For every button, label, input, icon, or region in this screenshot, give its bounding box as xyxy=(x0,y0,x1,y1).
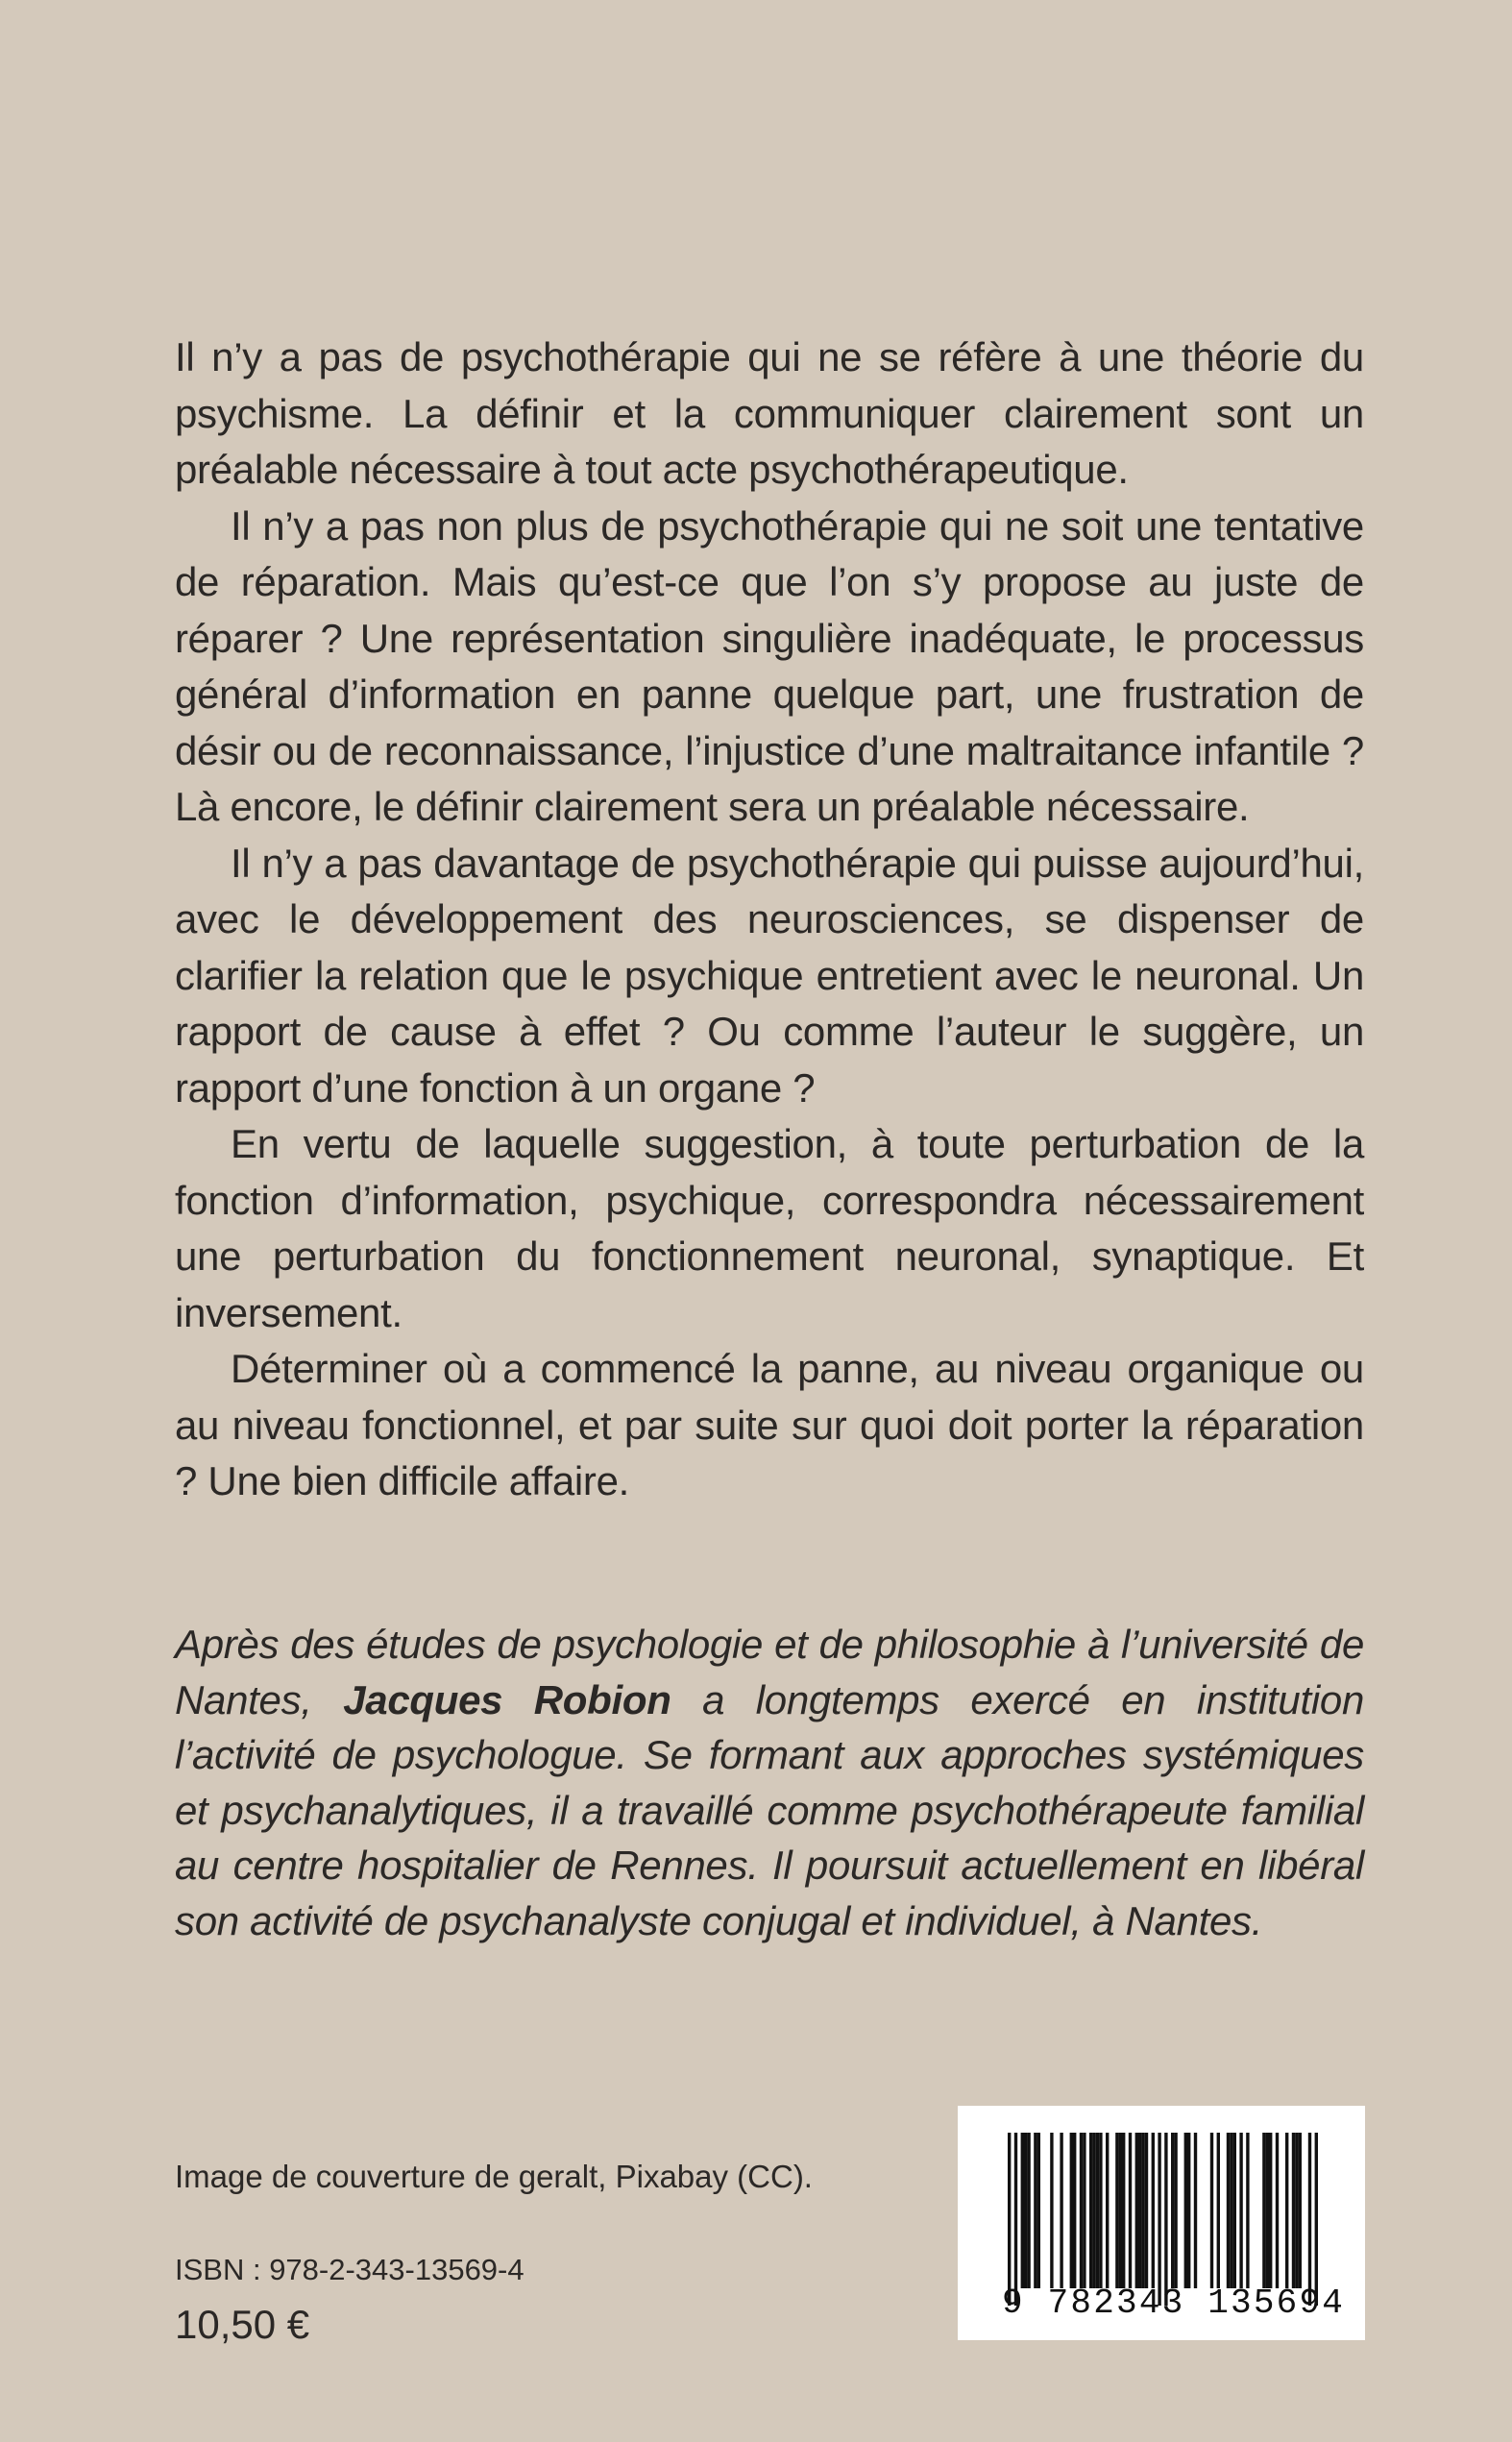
back-cover-blurb xyxy=(175,330,1364,1510)
barcode-bar xyxy=(1266,2133,1269,2288)
barcode-bar xyxy=(1096,2133,1099,2288)
barcode-bar xyxy=(1135,2133,1138,2288)
barcode-bar xyxy=(1210,2133,1213,2288)
barcode-bar xyxy=(1315,2133,1318,2306)
barcode-bar xyxy=(1138,2133,1141,2288)
barcode-bar xyxy=(1083,2133,1085,2288)
barcode-digits: 9 782343 135694 xyxy=(1002,2283,1346,2323)
barcode-bar xyxy=(1158,2133,1160,2306)
barcode-bar xyxy=(1171,2133,1174,2288)
isbn-number: ISBN : 978-2-343-13569-4 xyxy=(175,2253,524,2286)
barcode-bar xyxy=(1021,2133,1024,2288)
barcode-bar xyxy=(1262,2133,1265,2288)
barcode-bar xyxy=(1227,2133,1230,2288)
barcode-bar xyxy=(1037,2133,1040,2288)
cover-image-credit: Image de couverture de geralt, Pixabay (CC). xyxy=(175,2159,813,2194)
bio-text-before: Après des études de psychologie et de philosophie à l’université de Nantes, xyxy=(175,1622,1364,1722)
author-bio-paragraph xyxy=(175,1617,1364,1948)
barcode-bar xyxy=(1295,2133,1298,2288)
barcode-bar xyxy=(1070,2133,1073,2288)
barcode-bar xyxy=(1194,2133,1197,2288)
barcode-bar xyxy=(1099,2133,1102,2288)
barcode-bar xyxy=(1060,2133,1062,2288)
blurb-paragraph-3: Il n’y a pas davantage de psychothérapie qui puisse aujourd’hui, avec le développement des neurosciences, se dispenser de clarifier la relation que le psychique entretient avec le neuronal. Un rapport de cause à effet ? Ou comme l’auteur le suggère, un rapport d’une fonction à un organe ? xyxy=(175,840,1364,1111)
bio-text-after: a longtemps exercé en institution l’activité de psychologue. Se formant aux approches systémiques et psychanalytiques, il a travaillé comme psychothérapeute familial au centre hospitalier de Rennes. Il poursuit actuellement en libéral son activité de psychanalyste conjugal et individuel, à Nantes. xyxy=(175,1676,1365,1943)
barcode-bar xyxy=(1145,2133,1148,2288)
barcode-bar xyxy=(1080,2133,1083,2288)
barcode-bar xyxy=(1217,2133,1220,2288)
barcode xyxy=(958,2106,1365,2340)
blurb-paragraph-1: Il n’y a pas de psychothérapie qui ne se réfère à une théorie du psychisme. La définir et la communiquer clairement sont un préalable nécessaire à tout acte psychothérapeutique. xyxy=(175,334,1364,492)
barcode-bar xyxy=(1230,2133,1232,2288)
barcode-bar xyxy=(1269,2133,1272,2288)
blurb-paragraph-4: En vertu de laquelle suggestion, à toute perturbation de la fonction d’information, psychique, correspondra nécessairement une perturbation du fonctionnement neuronal, synaptique. Et inversement. xyxy=(175,1121,1364,1335)
barcode-bar xyxy=(1246,2133,1249,2288)
barcode-bar xyxy=(1073,2133,1076,2288)
barcode-bar xyxy=(1276,2133,1279,2288)
barcode-bar xyxy=(1034,2133,1036,2288)
barcode-bar xyxy=(1174,2133,1177,2288)
author-name: Jacques Robion xyxy=(343,1676,671,1722)
barcode-bar xyxy=(1308,2133,1311,2306)
barcode-bar xyxy=(1027,2133,1030,2288)
barcode-bar xyxy=(1115,2133,1118,2288)
barcode-bar xyxy=(1184,2133,1187,2288)
barcode-bar xyxy=(1122,2133,1125,2288)
barcode-bar xyxy=(1187,2133,1190,2288)
barcode-bar xyxy=(1285,2133,1288,2288)
barcode-bar xyxy=(1014,2133,1017,2306)
barcode-bar xyxy=(1152,2133,1155,2288)
barcode-bar xyxy=(1292,2133,1295,2288)
barcode-bar xyxy=(1141,2133,1144,2288)
blurb-paragraph-2: Il n’y a pas non plus de psychothérapie qui ne soit une tentative de réparation. Mais qu’est-ce que l’on s’y propose au juste de réparer ? Une représentation singulière inadéquate, le processus général d’information en panne quelque part, une frustration de désir ou de reconnaissance, l’injustice d’une maltraitance infantile ? Là encore, le définir clairement sera un préalable nécessaire. xyxy=(175,502,1364,829)
blurb-paragraph-5: Déterminer où a commencé la panne, au niveau organique ou au niveau fonctionnel, et par suite sur quoi doit porter la réparation ? Une bien difficile affaire. xyxy=(175,1346,1364,1503)
barcode-bar xyxy=(1239,2133,1242,2288)
author-bio xyxy=(175,1617,1364,1948)
barcode-bar xyxy=(1119,2133,1122,2288)
barcode-bar xyxy=(1164,2133,1167,2306)
barcode-bar xyxy=(1233,2133,1236,2288)
barcode-bar xyxy=(1106,2133,1109,2288)
barcode-bar xyxy=(1299,2133,1302,2288)
price: 10,50 € xyxy=(175,2302,310,2347)
barcode-bar xyxy=(1024,2133,1027,2288)
barcode-bar xyxy=(1129,2133,1132,2288)
barcode-bar xyxy=(1008,2133,1011,2306)
barcode-bar xyxy=(1050,2133,1053,2288)
barcode-bar xyxy=(1089,2133,1092,2288)
barcode-bar xyxy=(1092,2133,1095,2288)
